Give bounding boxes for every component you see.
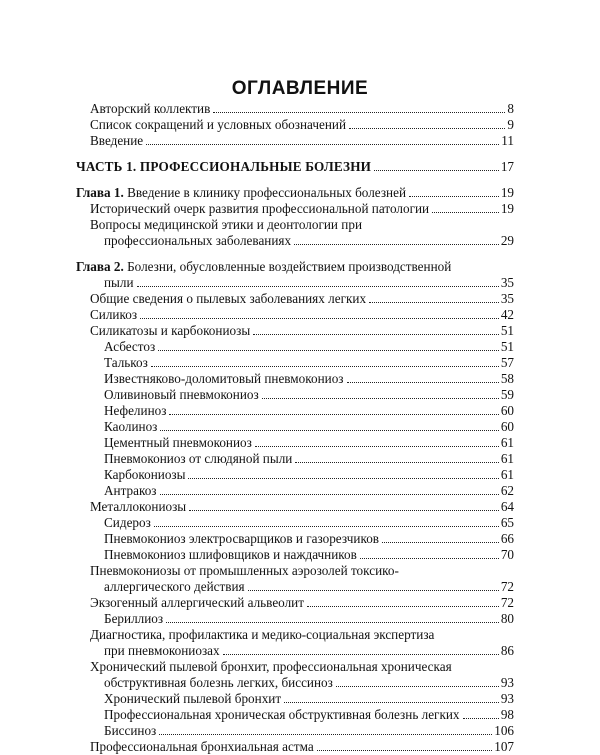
dot-leader bbox=[347, 382, 499, 383]
toc-entry-text: Хронический пылевой бронхит bbox=[104, 691, 282, 706]
toc-entry bbox=[76, 515, 514, 531]
toc-entry-text: Оливиновый пневмокониоз bbox=[104, 387, 259, 402]
toc-entry-title bbox=[90, 499, 186, 515]
toc-entry bbox=[76, 117, 514, 133]
toc-entry-text: Карбокониозы bbox=[104, 467, 186, 482]
toc-entry-text: Пневмокониоз электросварщиков и газорезчиков bbox=[104, 531, 380, 546]
dot-leader bbox=[369, 302, 499, 303]
chapter-label: Глава 1. bbox=[76, 185, 124, 200]
toc-entry bbox=[76, 133, 514, 149]
page-number: 29 bbox=[500, 233, 514, 248]
toc-entry-text: при пневмокониозах bbox=[104, 643, 220, 658]
toc-entry-title bbox=[90, 101, 210, 117]
page-number: 98 bbox=[500, 707, 514, 722]
dot-leader bbox=[307, 606, 499, 607]
page-number: 17 bbox=[500, 159, 514, 174]
page-number: 35 bbox=[500, 275, 514, 290]
toc-entry-text: Бериллиоз bbox=[104, 611, 164, 626]
toc-entry-title bbox=[90, 739, 314, 755]
dot-leader bbox=[374, 170, 499, 171]
dot-leader bbox=[159, 734, 492, 735]
toc-entry-title bbox=[104, 387, 259, 403]
toc-entry-text: профессиональных заболеваниях bbox=[104, 233, 292, 248]
dot-leader bbox=[146, 144, 499, 145]
page-number: 19 bbox=[500, 185, 514, 200]
toc-entry-title bbox=[90, 217, 362, 232]
page-number: 19 bbox=[500, 201, 514, 216]
page-number: 58 bbox=[500, 371, 514, 386]
dot-leader bbox=[255, 446, 499, 447]
toc-entry-title bbox=[90, 133, 143, 149]
toc-entry-text: Профессиональная хроническая обструктивная болезнь легких bbox=[104, 707, 460, 722]
toc-entry-text: Известняково-доломитовый пневмокониоз bbox=[104, 371, 344, 386]
page-number: 8 bbox=[507, 101, 514, 116]
toc-entry bbox=[76, 563, 514, 579]
dot-leader bbox=[262, 398, 499, 399]
toc-entry-title bbox=[104, 339, 155, 355]
page-number: 86 bbox=[500, 643, 514, 658]
toc-entry-title bbox=[90, 659, 452, 674]
toc-entry bbox=[76, 691, 514, 707]
dot-leader bbox=[189, 510, 499, 511]
toc-entry-title bbox=[76, 159, 371, 175]
toc-entry bbox=[76, 307, 514, 323]
toc-entry bbox=[76, 659, 514, 675]
dot-leader bbox=[169, 414, 498, 415]
dot-leader bbox=[432, 212, 499, 213]
toc-entry bbox=[76, 101, 514, 117]
page-number: 106 bbox=[494, 723, 514, 738]
toc-entry bbox=[76, 371, 514, 387]
dot-leader bbox=[166, 622, 499, 623]
dot-leader bbox=[360, 558, 499, 559]
page-number: 93 bbox=[500, 675, 514, 690]
toc-entry bbox=[76, 627, 514, 643]
toc-entry-text: аллергического действия bbox=[104, 579, 245, 594]
toc-entry-title bbox=[90, 627, 434, 642]
page-number: 59 bbox=[500, 387, 514, 402]
page-number: 51 bbox=[500, 339, 514, 354]
toc-entry bbox=[76, 403, 514, 419]
toc-entry-text: ЧАСТЬ 1. ПРОФЕССИОНАЛЬНЫЕ БОЛЕЗНИ bbox=[76, 159, 372, 174]
dot-leader bbox=[158, 350, 499, 351]
dot-leader bbox=[295, 462, 498, 463]
toc-entry-text: Введение в клинику профессиональных болезней bbox=[127, 185, 407, 200]
dot-leader bbox=[151, 366, 499, 367]
toc-entry bbox=[76, 419, 514, 435]
toc-entry bbox=[76, 387, 514, 403]
dot-leader bbox=[294, 244, 499, 245]
toc-entry-text: Цементный пневмокониоз bbox=[104, 435, 252, 450]
page-title: ОГЛАВЛЕНИЕ bbox=[231, 78, 369, 99]
page-number: 51 bbox=[500, 323, 514, 338]
toc-entry-continuation bbox=[76, 675, 514, 691]
dot-leader bbox=[382, 542, 499, 543]
toc-entry-text: обструктивная болезнь легких, биссиноз bbox=[104, 675, 333, 690]
toc-entry-text: Исторический очерк развития профессиональной патологии bbox=[90, 201, 430, 216]
page-number: 35 bbox=[500, 291, 514, 306]
toc-entry-title bbox=[90, 595, 304, 611]
page-number: 93 bbox=[500, 691, 514, 706]
toc-entry-title bbox=[104, 435, 252, 451]
toc-entry-text: пыли bbox=[104, 275, 134, 290]
toc-entry-text: Пневмокониоз шлифовщиков и наждачников bbox=[104, 547, 357, 562]
toc-entry bbox=[76, 531, 514, 547]
page-number: 11 bbox=[501, 133, 514, 148]
dot-leader bbox=[349, 128, 505, 129]
toc-entry-text: Каолиноз bbox=[104, 419, 158, 434]
toc-entry-title bbox=[104, 723, 156, 739]
toc-entry-text: Экзогенный аллергический альвеолит bbox=[90, 595, 305, 610]
page-number: 42 bbox=[500, 307, 514, 322]
toc-entry bbox=[76, 291, 514, 307]
toc-entry-text: Болезни, обусловленные воздействием производственной bbox=[127, 259, 452, 274]
toc-entry-title bbox=[104, 547, 357, 563]
toc-entry bbox=[76, 259, 514, 275]
toc-entry-text: Пневмокониозы от промышленных аэрозолей токсико- bbox=[90, 563, 399, 578]
toc-entry bbox=[76, 323, 514, 339]
page-number: 61 bbox=[500, 467, 514, 482]
dot-leader bbox=[253, 334, 499, 335]
toc-entry-title bbox=[104, 371, 344, 387]
page-number: 65 bbox=[500, 515, 514, 530]
toc-entry-text: Введение bbox=[90, 133, 144, 148]
toc-entry-title bbox=[104, 515, 151, 531]
toc-entry bbox=[76, 739, 514, 755]
dot-leader bbox=[160, 430, 498, 431]
toc-entry bbox=[76, 201, 514, 217]
toc-entry-text: Профессиональная бронхиальная астма bbox=[90, 739, 314, 754]
toc-entry-text: Список сокращений и условных обозначений bbox=[90, 117, 346, 132]
toc-entry bbox=[76, 467, 514, 483]
dot-leader bbox=[213, 112, 505, 113]
dot-leader bbox=[188, 478, 498, 479]
toc-entry-title bbox=[76, 259, 451, 274]
toc-entry-title bbox=[104, 531, 379, 547]
page-number: 80 bbox=[500, 611, 514, 626]
toc-entry-title bbox=[90, 323, 250, 339]
toc-entry-title bbox=[104, 483, 157, 499]
toc-entry-title bbox=[90, 291, 366, 307]
toc-entry-continuation bbox=[76, 579, 514, 595]
page-number: 9 bbox=[507, 117, 514, 132]
page-number: 72 bbox=[500, 595, 514, 610]
toc-entry-text: Силикоз bbox=[90, 307, 138, 322]
toc-entry-title bbox=[104, 467, 185, 483]
dot-leader bbox=[284, 702, 499, 703]
toc-entry-title bbox=[90, 117, 346, 133]
dot-leader bbox=[336, 686, 499, 687]
toc-entry bbox=[76, 185, 514, 201]
dot-leader bbox=[317, 750, 493, 751]
table-of-contents bbox=[76, 101, 514, 755]
toc-entry bbox=[76, 451, 514, 467]
toc-entry bbox=[76, 355, 514, 371]
dot-leader bbox=[248, 590, 499, 591]
page-number: 60 bbox=[500, 403, 514, 418]
toc-entry bbox=[76, 499, 514, 515]
page-number: 64 bbox=[500, 499, 514, 514]
toc-entry bbox=[76, 339, 514, 355]
toc-entry-title bbox=[90, 307, 137, 323]
toc-entry-continuation bbox=[76, 233, 514, 249]
toc-entry bbox=[76, 159, 514, 175]
toc-entry-text: Сидероз bbox=[104, 515, 151, 530]
dot-leader bbox=[409, 196, 499, 197]
toc-entry bbox=[76, 547, 514, 563]
dot-leader bbox=[140, 318, 499, 319]
toc-entry-text: Металлокониозы bbox=[90, 499, 187, 514]
toc-entry-text: Вопросы медицинской этики и деонтологии при bbox=[90, 217, 362, 232]
toc-entry-title bbox=[90, 201, 429, 217]
toc-entry-title bbox=[104, 355, 148, 371]
toc-entry-title bbox=[104, 707, 460, 723]
dot-leader bbox=[154, 526, 499, 527]
page-number: 61 bbox=[500, 451, 514, 466]
toc-entry-title bbox=[104, 611, 163, 627]
toc-entry-title bbox=[104, 451, 292, 467]
dot-leader bbox=[463, 718, 499, 719]
toc-entry bbox=[76, 595, 514, 611]
toc-entry-text: Пневмокониоз от слюдяной пыли bbox=[104, 451, 293, 466]
toc-entry bbox=[76, 435, 514, 451]
page-number: 62 bbox=[500, 483, 514, 498]
page-number: 57 bbox=[500, 355, 514, 370]
toc-entry-text: Силикатозы и карбокониозы bbox=[90, 323, 251, 338]
toc-entry bbox=[76, 483, 514, 499]
page-number: 60 bbox=[500, 419, 514, 434]
toc-entry-text: Биссиноз bbox=[104, 723, 157, 738]
toc-entry-text: Общие сведения о пылевых заболеваниях легких bbox=[90, 291, 367, 306]
toc-entry-text: Антракоз bbox=[104, 483, 157, 498]
page-number: 66 bbox=[500, 531, 514, 546]
page-number: 61 bbox=[500, 435, 514, 450]
dot-leader bbox=[137, 286, 499, 287]
toc-entry bbox=[76, 217, 514, 233]
toc-entry-title bbox=[104, 691, 281, 707]
page-number: 107 bbox=[494, 739, 514, 754]
toc-entry-text: Асбестоз bbox=[104, 339, 156, 354]
toc-entry bbox=[76, 611, 514, 627]
dot-leader bbox=[223, 654, 499, 655]
toc-entry-title bbox=[104, 419, 157, 435]
dot-leader bbox=[160, 494, 499, 495]
toc-entry-text: Талькоз bbox=[104, 355, 148, 370]
page-number: 70 bbox=[500, 547, 514, 562]
toc-entry-text: Хронический пылевой бронхит, профессиональная хроническая bbox=[90, 659, 452, 674]
toc-entry-title bbox=[104, 403, 166, 419]
page-number: 72 bbox=[500, 579, 514, 594]
toc-entry-title bbox=[76, 185, 406, 201]
toc-entry-title bbox=[90, 563, 399, 578]
toc-entry-text: Диагностика, профилактика и медико-социальная экспертиза bbox=[90, 627, 435, 642]
toc-entry-continuation bbox=[76, 643, 514, 659]
toc-entry-text: Авторский коллектив bbox=[90, 101, 211, 116]
chapter-label: Глава 2. bbox=[76, 259, 124, 274]
toc-entry bbox=[76, 723, 514, 739]
toc-entry-text: Нефелиноз bbox=[104, 403, 167, 418]
toc-entry bbox=[76, 707, 514, 723]
toc-entry-continuation bbox=[76, 275, 514, 291]
